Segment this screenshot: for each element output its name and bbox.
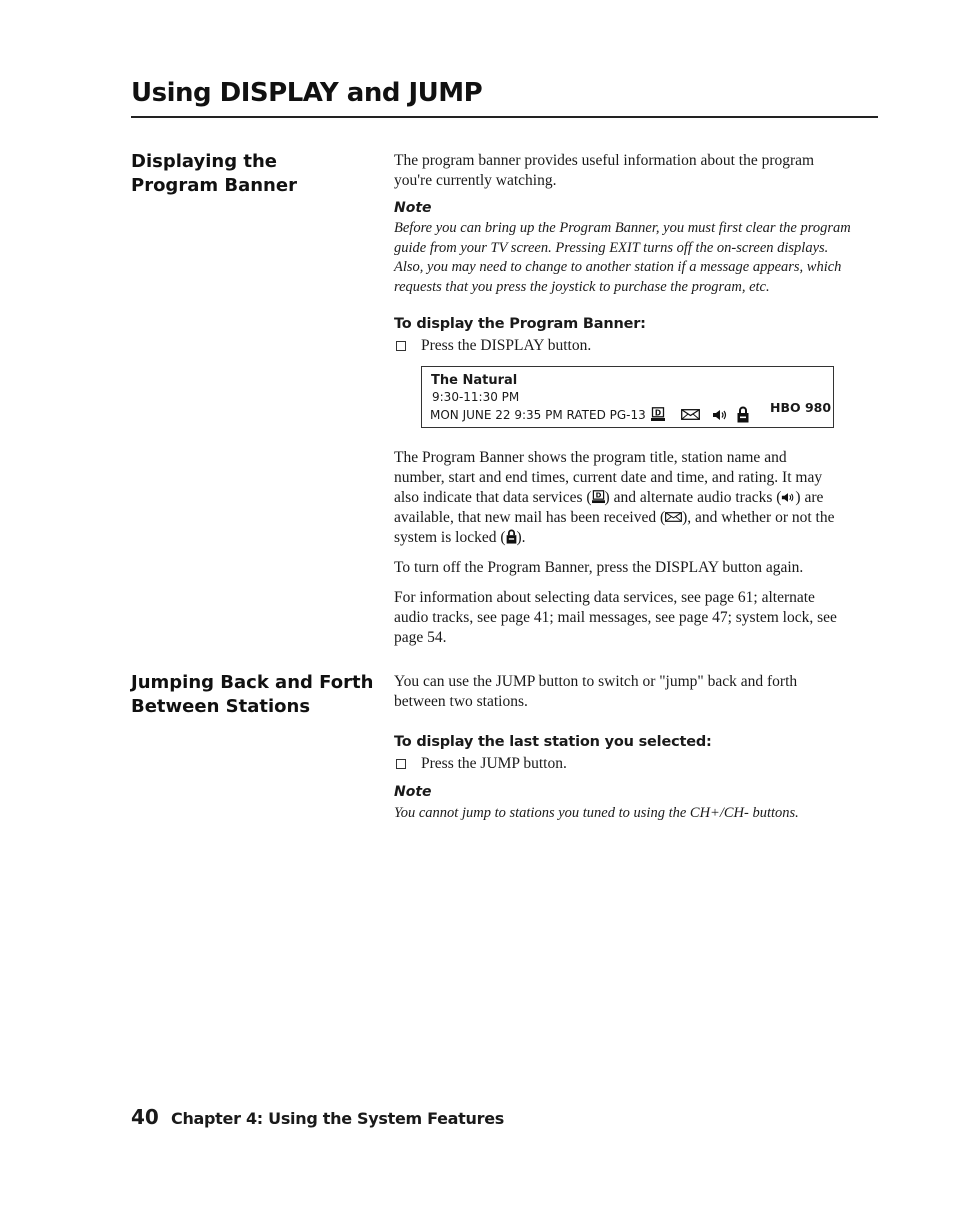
text-line: you're currently watching. — [394, 172, 557, 189]
banner-station: HBO 980 — [770, 400, 832, 415]
procedure-heading: To display the Program Banner: — [394, 316, 646, 332]
text-line: between two stations. — [394, 693, 528, 710]
note-label: Note — [394, 784, 432, 800]
intro-paragraph — [394, 151, 879, 191]
audio-icon — [781, 492, 795, 503]
checkbox-bullet-icon — [396, 341, 406, 351]
text-fragment: also indicate that data services ( — [394, 489, 592, 506]
banner-program-title: The Natural — [431, 373, 518, 388]
text-line: The program banner provides useful information about the program — [394, 152, 815, 169]
step-text: Press the DISPLAY button. — [421, 337, 592, 354]
text-line: The Program Banner shows the program title, station name and — [394, 449, 787, 466]
page-number: 40 — [131, 1105, 159, 1129]
section-heading-line: Displaying the — [131, 151, 277, 172]
text-line: requests that you press the joystick to purchase the program, etc. — [394, 278, 770, 295]
program-banner-illustration — [421, 366, 834, 428]
note-text: You cannot jump to stations you tuned to using the CH+/CH- buttons. — [394, 805, 799, 821]
procedure-step — [394, 754, 567, 774]
text-line: For information about selecting data services, see page 61; alternate — [394, 589, 815, 606]
section-heading-program-banner — [131, 150, 297, 198]
data-services-icon — [651, 407, 665, 422]
step-text: Press the JUMP button. — [421, 755, 567, 772]
text-fragment: ), and whether or not the — [682, 509, 835, 526]
title-rule — [131, 116, 878, 118]
section-heading-jump — [131, 671, 373, 719]
page-title: Using DISPLAY and JUMP — [131, 78, 483, 108]
text-line: number, start and end times, current date and time, and rating. It may — [394, 469, 823, 486]
text-fragment: system is locked ( — [394, 529, 506, 546]
procedure-step — [394, 336, 591, 356]
lock-icon — [737, 406, 749, 423]
data-services-icon — [592, 490, 605, 504]
mail-icon — [665, 512, 682, 522]
chapter-footer: Chapter 4: Using the System Features — [171, 1109, 504, 1128]
turn-off-paragraph: To turn off the Program Banner, press the DISPLAY button again. — [394, 559, 804, 576]
procedure-heading: To display the last station you selected: — [394, 734, 712, 750]
text-line: Also, you may need to change to another station if a message appears, which — [394, 259, 842, 275]
banner-explanation-paragraph — [394, 448, 879, 548]
checkbox-bullet-icon — [396, 759, 406, 769]
banner-date-rating: MON JUNE 22 9:35 PM RATED PG-13 — [430, 407, 646, 422]
text-line: You can use the JUMP button to switch or "jump" back and forth — [394, 673, 798, 690]
svg-text:D: D — [595, 491, 601, 500]
note-text — [394, 219, 879, 297]
banner-info-row — [430, 406, 749, 423]
banner-time: 9:30-11:30 PM — [432, 390, 520, 404]
section-heading-line: Program Banner — [131, 175, 297, 196]
section-heading-line: Jumping Back and Forth — [131, 672, 374, 693]
lock-icon — [506, 529, 517, 544]
svg-text:D: D — [654, 408, 661, 418]
cross-reference-paragraph — [394, 588, 879, 648]
text-line: Before you can bring up the Program Banner, you must first clear the program — [394, 220, 851, 236]
text-fragment: ) are — [795, 489, 824, 506]
text-line: audio tracks, see page 41; mail messages, see page 47; system lock, see — [394, 609, 837, 626]
mail-icon — [681, 409, 700, 420]
text-line: guide from your TV screen. Pressing EXIT turns off the on-screen displays. — [394, 239, 829, 256]
text-line: page 54. — [394, 629, 447, 646]
section-heading-line: Between Stations — [131, 696, 311, 717]
note-label: Note — [394, 200, 432, 216]
jump-intro-paragraph — [394, 672, 879, 712]
section-body-program-banner — [394, 151, 879, 191]
text-fragment: ). — [516, 529, 526, 546]
audio-icon — [712, 409, 728, 421]
text-fragment: ) and alternate audio tracks ( — [604, 489, 782, 506]
text-fragment: available, that new mail has been received ( — [394, 509, 666, 526]
